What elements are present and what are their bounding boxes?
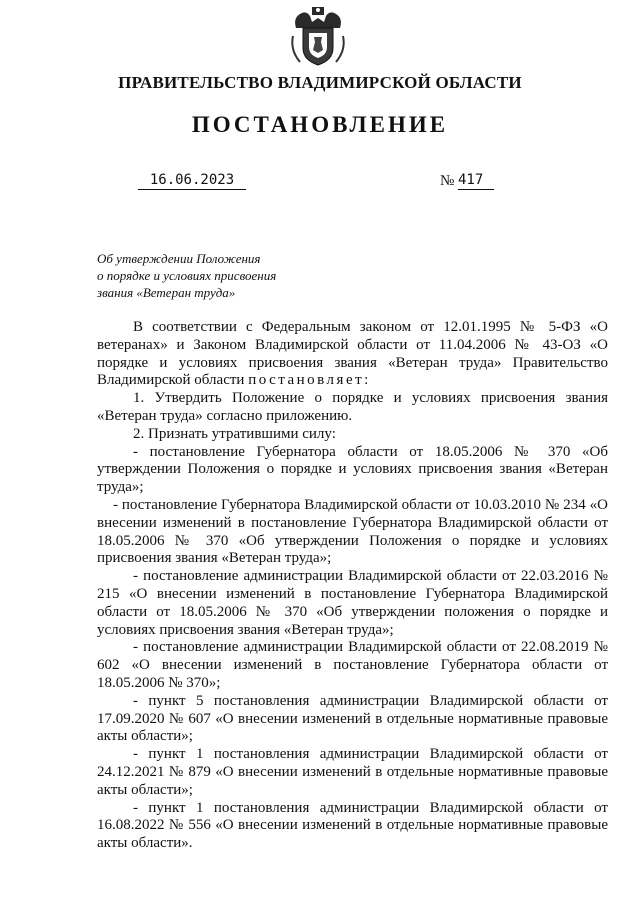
repealed-item: - пункт 1 постановления администрации Владимирской области от 24.12.2021 № 879 «О внесении изменений в отдельные нормативные правовые акты области»; (97, 746, 608, 798)
repealed-item: - постановление администрации Владимирской области от 22.08.2019 № 602 «О внесении изменений в постановление Губернатора области от 18.05.2006 № 370»; (97, 639, 608, 691)
document-date: 16.06.2023 (138, 172, 246, 190)
repealed-item: - постановление администрации Владимирской области от 22.03.2016 № 215 «О внесении изменений в постановление Губернатора Владимирской области от 18.05.2006 № 370 «Об утверждении положения о порядке и условиях присвоения звания «Ветеран труда»; (97, 568, 608, 638)
clause-2: 2. Признать утратившими силу: (133, 425, 336, 442)
repealed-item: - постановление Губернатора области от 18.05.2006 № 370 «Об утверждении Положения о порядке и условиях присвоения звания «Ветеран труда»; (97, 443, 608, 496)
repealed-item: - пункт 5 постановления администрации Владимирской области от 17.09.2020 № 607 «О внесении изменений в отдельные нормативные правовые акты области»; (97, 692, 608, 745)
preamble-text: В соответствии с Федеральным законом от 12.01.1995 № 5-ФЗ «О ветеранах» и Законом Владимирской области от 11.04.2006 № 43-ОЗ «О порядке и условиях присвоения звания «Ветеран труда» Правительство Владимирской области (97, 319, 608, 389)
document-number: 417 (458, 172, 494, 190)
preamble-paragraph (97, 319, 608, 390)
document-subject (97, 250, 357, 301)
subject-line: Об утверждении Положения (97, 251, 261, 266)
coat-of-arms-emblem (290, 6, 346, 68)
subject-line: звания «Ветеран труда» (97, 285, 236, 300)
document-number-label: № (440, 173, 455, 189)
decree-verb: постановляет: (248, 372, 371, 389)
repealed-item: - постановление Губернатора Владимирской области от 10.03.2010 № 234 «О внесении изменений в постановление Губернатора Владимирской области от 18.05.2006 № 370 «Об утверждении Положения о порядке и условиях присвоения звания «Ветеран труда»; (97, 496, 608, 567)
clause-1: 1. Утвердить Положение о порядке и условиях присвоения звания «Ветеран труда» согласно приложению. (97, 390, 608, 424)
document-type-title: ПОСТАНОВЛЕНИЕ (191, 112, 449, 137)
organization-name: ПРАВИТЕЛЬСТВО ВЛАДИМИРСКОЙ ОБЛАСТИ (118, 73, 522, 92)
subject-line: о порядке и условиях присвоения (97, 268, 277, 283)
document-body (97, 319, 608, 853)
repealed-item: - пункт 1 постановления администрации Владимирской области от 16.08.2022 № 556 «О внесении изменений в отдельные нормативные правовые акты области». (97, 799, 608, 852)
